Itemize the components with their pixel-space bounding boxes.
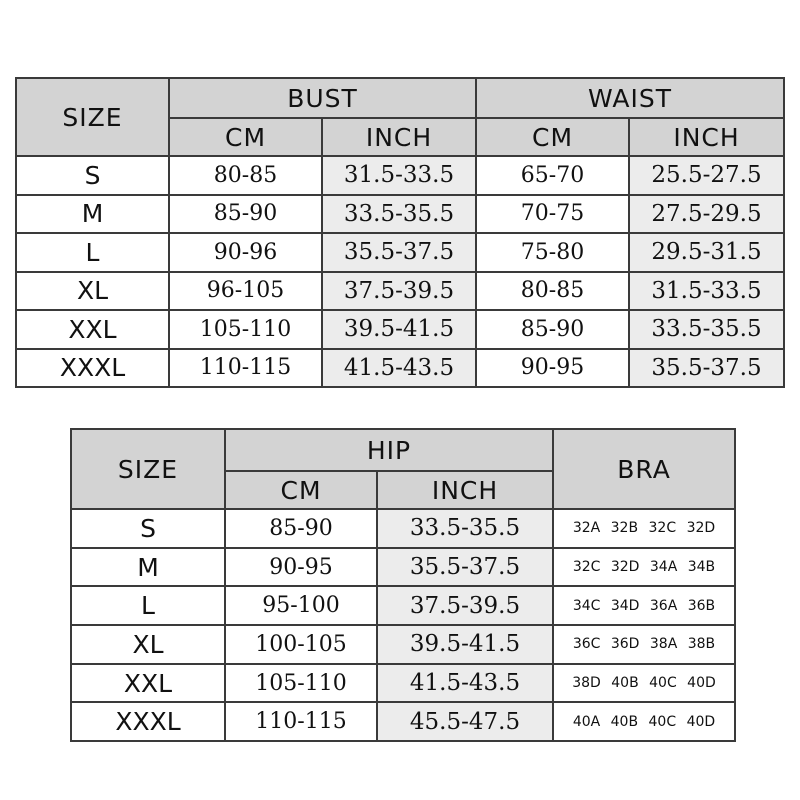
hip-cm-cell: 105-110: [225, 664, 377, 703]
bust-inch-cell: 41.5-43.5: [322, 349, 476, 388]
table-row: [16, 349, 784, 388]
bra-cell: 36C 36D 38A 38B: [553, 625, 735, 664]
table-row: [16, 195, 784, 234]
hip-inch-cell: 37.5-39.5: [377, 586, 553, 625]
table-row: [16, 156, 784, 195]
bra-cell: 32A 32B 32C 32D: [553, 509, 735, 548]
bra-cell: 32C 32D 34A 34B: [553, 548, 735, 587]
hip-inch-cell: 35.5-37.5: [377, 548, 553, 587]
waist-cm-cell: 85-90: [476, 310, 629, 349]
waist-header: WAIST: [476, 78, 784, 118]
waist-inch-cell: 27.5-29.5: [629, 195, 784, 234]
size-cell: XL: [71, 625, 225, 664]
hip-inch-cell: 41.5-43.5: [377, 664, 553, 703]
waist-cm-cell: 70-75: [476, 195, 629, 234]
bra-cell: 40A 40B 40C 40D: [553, 702, 735, 741]
bust-header: BUST: [169, 78, 476, 118]
bra-cell: 34C 34D 36A 36B: [553, 586, 735, 625]
size-cell: XXXL: [71, 702, 225, 741]
bust-inch-cell: 33.5-35.5: [322, 195, 476, 234]
bust-inch-cell: 35.5-37.5: [322, 233, 476, 272]
size-cell: L: [71, 586, 225, 625]
hip-bra-size-table: [70, 428, 736, 742]
size-header: SIZE: [71, 429, 225, 509]
table-row: [71, 586, 735, 625]
waist-cm-cell: 80-85: [476, 272, 629, 311]
hip-header: HIP: [225, 429, 553, 471]
size-cell: S: [71, 509, 225, 548]
bust-inch-cell: 39.5-41.5: [322, 310, 476, 349]
bust-cm-cell: 96-105: [169, 272, 322, 311]
bust-cm-cell: 105-110: [169, 310, 322, 349]
hip-inch-header: INCH: [377, 471, 553, 509]
hip-cm-cell: 85-90: [225, 509, 377, 548]
waist-cm-cell: 75-80: [476, 233, 629, 272]
header-row: [71, 429, 735, 471]
waist-inch-header: INCH: [629, 118, 784, 156]
bust-inch-cell: 37.5-39.5: [322, 272, 476, 311]
bust-cm-cell: 80-85: [169, 156, 322, 195]
waist-inch-cell: 25.5-27.5: [629, 156, 784, 195]
bust-waist-size-table: [15, 77, 785, 388]
hip-cm-header: CM: [225, 471, 377, 509]
bust-cm-cell: 110-115: [169, 349, 322, 388]
hip-cm-cell: 90-95: [225, 548, 377, 587]
waist-inch-cell: 35.5-37.5: [629, 349, 784, 388]
table-row: [71, 509, 735, 548]
hip-inch-cell: 45.5-47.5: [377, 702, 553, 741]
bust-cm-cell: 85-90: [169, 195, 322, 234]
waist-cm-header: CM: [476, 118, 629, 156]
bust-cm-header: CM: [169, 118, 322, 156]
size-cell: L: [16, 233, 169, 272]
hip-cm-cell: 95-100: [225, 586, 377, 625]
size-cell: M: [71, 548, 225, 587]
bra-cell: 38D 40B 40C 40D: [553, 664, 735, 703]
bust-inch-cell: 31.5-33.5: [322, 156, 476, 195]
hip-cm-cell: 110-115: [225, 702, 377, 741]
size-cell: XL: [16, 272, 169, 311]
bust-inch-header: INCH: [322, 118, 476, 156]
waist-inch-cell: 33.5-35.5: [629, 310, 784, 349]
waist-inch-cell: 29.5-31.5: [629, 233, 784, 272]
table-row: [16, 272, 784, 311]
bra-header: BRA: [553, 429, 735, 509]
table-row: [16, 310, 784, 349]
size-cell: XXL: [16, 310, 169, 349]
table-row: [71, 625, 735, 664]
table-body: [16, 78, 784, 387]
waist-cm-cell: 65-70: [476, 156, 629, 195]
table-row: [71, 664, 735, 703]
header-row: [16, 78, 784, 118]
waist-cm-cell: 90-95: [476, 349, 629, 388]
hip-inch-cell: 39.5-41.5: [377, 625, 553, 664]
table-row: [71, 702, 735, 741]
table-body: [71, 429, 735, 741]
size-cell: XXL: [71, 664, 225, 703]
table-row: [16, 233, 784, 272]
size-cell: S: [16, 156, 169, 195]
hip-cm-cell: 100-105: [225, 625, 377, 664]
table-row: [71, 548, 735, 587]
size-cell: XXXL: [16, 349, 169, 388]
size-header: SIZE: [16, 78, 169, 156]
size-cell: M: [16, 195, 169, 234]
hip-inch-cell: 33.5-35.5: [377, 509, 553, 548]
waist-inch-cell: 31.5-33.5: [629, 272, 784, 311]
bust-cm-cell: 90-96: [169, 233, 322, 272]
